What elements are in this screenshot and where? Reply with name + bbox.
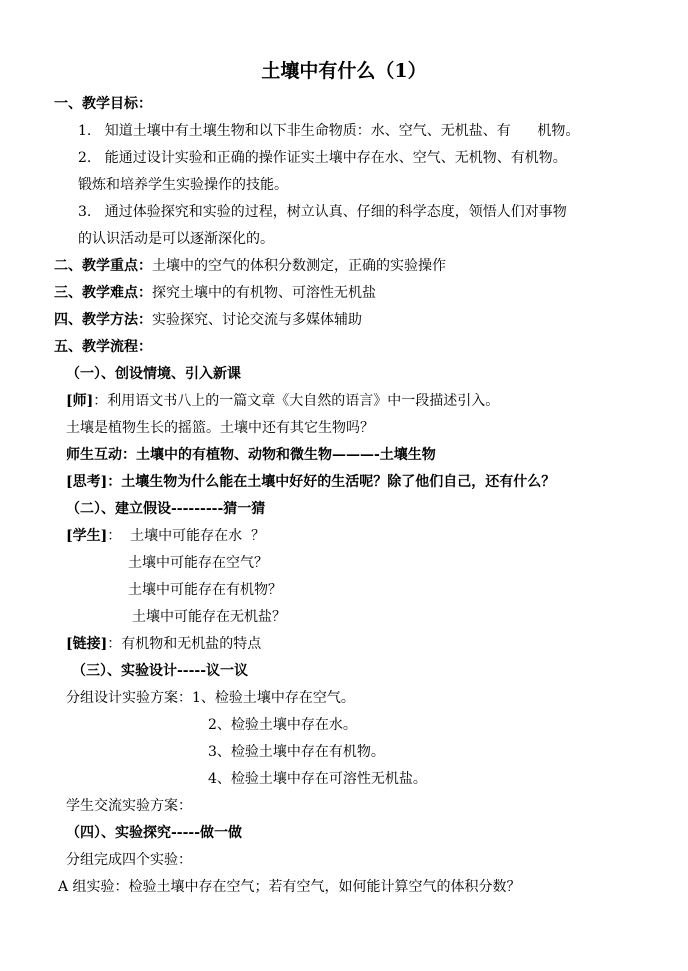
teacher-text: ：利用语文书八上的一篇文章《大自然的语言》中一段描述引入。 (93, 393, 500, 409)
part1-heading: （一）、创设情境、引入新课 (66, 366, 241, 382)
key-point-line (54, 256, 446, 276)
think-line: [思考]：土壤生物为什么能在土壤中好好的生活呢？除了他们自己，还有什么？ (66, 474, 556, 490)
part3-heading: （三）、实验设计-----议一议 (72, 663, 249, 679)
teacher-label: [师] (66, 393, 94, 409)
goals-heading: 一、教学目标： (54, 96, 152, 112)
method-label: 四、教学方法： (54, 312, 152, 328)
student-line-1 (66, 526, 265, 546)
method-line (54, 310, 362, 330)
part1-line2: 土壤是植物生长的摇篮。土壤中还有其它生物吗？ (66, 420, 374, 436)
plan-item-3: 3、检验土壤中存在有机物。 (208, 744, 385, 760)
group-a-line: A 组实验：检验土壤中存在空气；若有空气，如何能计算空气的体积分数？ (58, 879, 521, 895)
plan-line-1 (66, 688, 355, 708)
goal-item-2-cont: 锻炼和培养学生实验操作的技能。 (78, 177, 288, 193)
link-label: [链接] (66, 636, 108, 652)
goal-item-3-cont: 的认识活动是可以逐渐深化的。 (78, 231, 274, 247)
difficulty-text: 探究土壤中的有机物、可溶性无机盐 (152, 285, 376, 301)
method-text: 实验探究、讨论交流与多媒体辅助 (152, 312, 362, 328)
key-point-text: 土壤中的空气的体积分数测定，正确的实验操作 (152, 258, 446, 274)
plan-item-2: 2、检验土壤中存在水。 (208, 717, 357, 733)
difficulty-label: 三、教学难点： (54, 285, 152, 301)
goal-item-2: 2. 能通过设计实验和正确的操作证实土壤中存在水、空气、无机物、有机物。 (78, 150, 567, 166)
teacher-line (66, 391, 499, 411)
process-heading: 五、教学流程： (54, 339, 152, 355)
goal-item-1: 1. 知道土壤中有土壤生物和以下非生命物质：水、空气、无机盐、有 机物。 (78, 123, 580, 139)
part4-line1: 分组完成四个实验： (66, 852, 192, 868)
part4-heading: （四）、实验探究-----做一做 (66, 825, 243, 841)
interaction-line: 师生互动：土壤中的有植物、动物和微生物———-土壤生物 (66, 447, 436, 463)
key-point-label: 二、教学重点： (54, 258, 152, 274)
exchange-line: 学生交流实验方案： (66, 798, 192, 814)
goal-item-3: 3. 通过体验探究和实验的过程，树立认真、仔细的科学态度，领悟人们对事物 (78, 204, 567, 220)
student-label: [学生] (66, 528, 108, 544)
difficulty-line (54, 283, 376, 303)
link-text: ：有机物和无机盐的特点 (107, 636, 262, 652)
plan-label: 分组设计实验方案： (66, 690, 192, 706)
page-title: 土壤中有什么（1） (261, 60, 427, 82)
link-line (66, 634, 261, 654)
student-line-3: 土壤中可能存在有机物？ (128, 582, 282, 598)
student-line-2: 土壤中可能存在空气？ (128, 555, 268, 571)
student-text-1: ： 土壤中可能存在水 ？ (107, 528, 266, 544)
plan-item-4: 4、检验土壤中存在可溶性无机盐。 (208, 771, 427, 787)
plan-item-1: 1、检验土壤中存在空气。 (192, 690, 355, 706)
student-line-4: 土壤中可能存在无机盐？ (132, 609, 286, 625)
part2-heading: （二）、建立假设---------猜一猜 (66, 501, 266, 517)
